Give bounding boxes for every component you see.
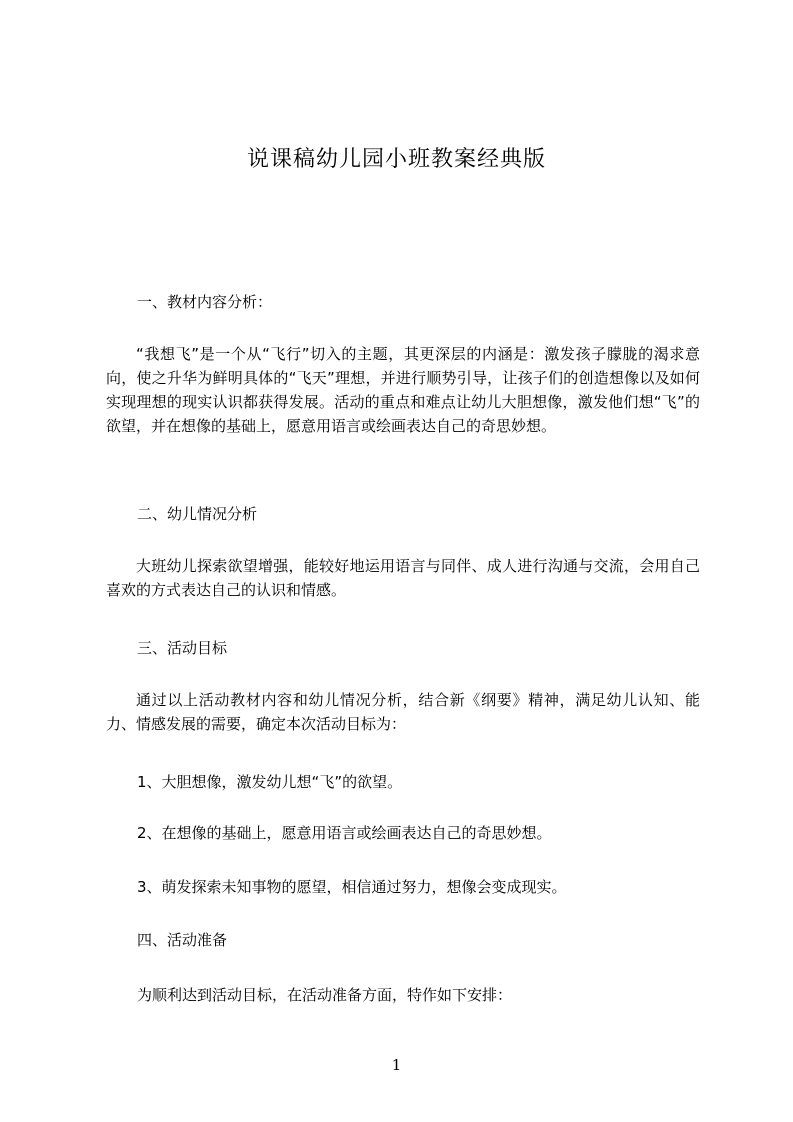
paragraph-materials: “我想飞”是一个从“飞行”切入的主题，其更深层的内涵是：激发孩子朦胧的渴求意向，使之升华为鲜明具体的“飞天”理想，并进行顺势引导，让孩子们的创造想像以及如何实现理想的现实认识都获得发展。活动的重点和难点让幼儿大胆想像，激发他们想“飞”的欲望，并在想像的基础上，愿意用语言或绘画表达自己的奇思妙想。 — [106, 345, 700, 435]
goal-item-3: 3、萌发探索未知事物的愿望，相信通过努力，想像会变成现实。 — [137, 878, 567, 896]
section-heading-children: 二、幼儿情况分析 — [137, 505, 258, 523]
page-number: 1 — [391, 1056, 402, 1074]
section-heading-materials: 一、教材内容分析： — [137, 293, 273, 311]
paragraph-preparation: 为顺利达到活动目标，在活动准备方面，特作如下安排： — [137, 986, 513, 1004]
section-heading-goals: 三、活动目标 — [137, 639, 228, 657]
goal-item-1: 1、大胆想像，激发幼儿想“飞”的欲望。 — [137, 773, 403, 791]
paragraph-children: 大班幼儿探索欲望增强，能较好地运用语言与同伴、成人进行沟通与交流，会用自己喜欢的方式表达自己的认识和情感。 — [106, 557, 700, 599]
goal-item-2: 2、在想像的基础上，愿意用语言或绘画表达自己的奇思妙想。 — [137, 824, 552, 842]
section-heading-preparation: 四、活动准备 — [137, 931, 228, 949]
document-title: 说课稿幼儿园小班教案经典版 — [246, 147, 546, 172]
paragraph-goals: 通过以上活动教材内容和幼儿情况分析，结合新《纲要》精神，满足幼儿认知、能力、情感发展的需要，确定本次活动目标为： — [106, 691, 700, 733]
